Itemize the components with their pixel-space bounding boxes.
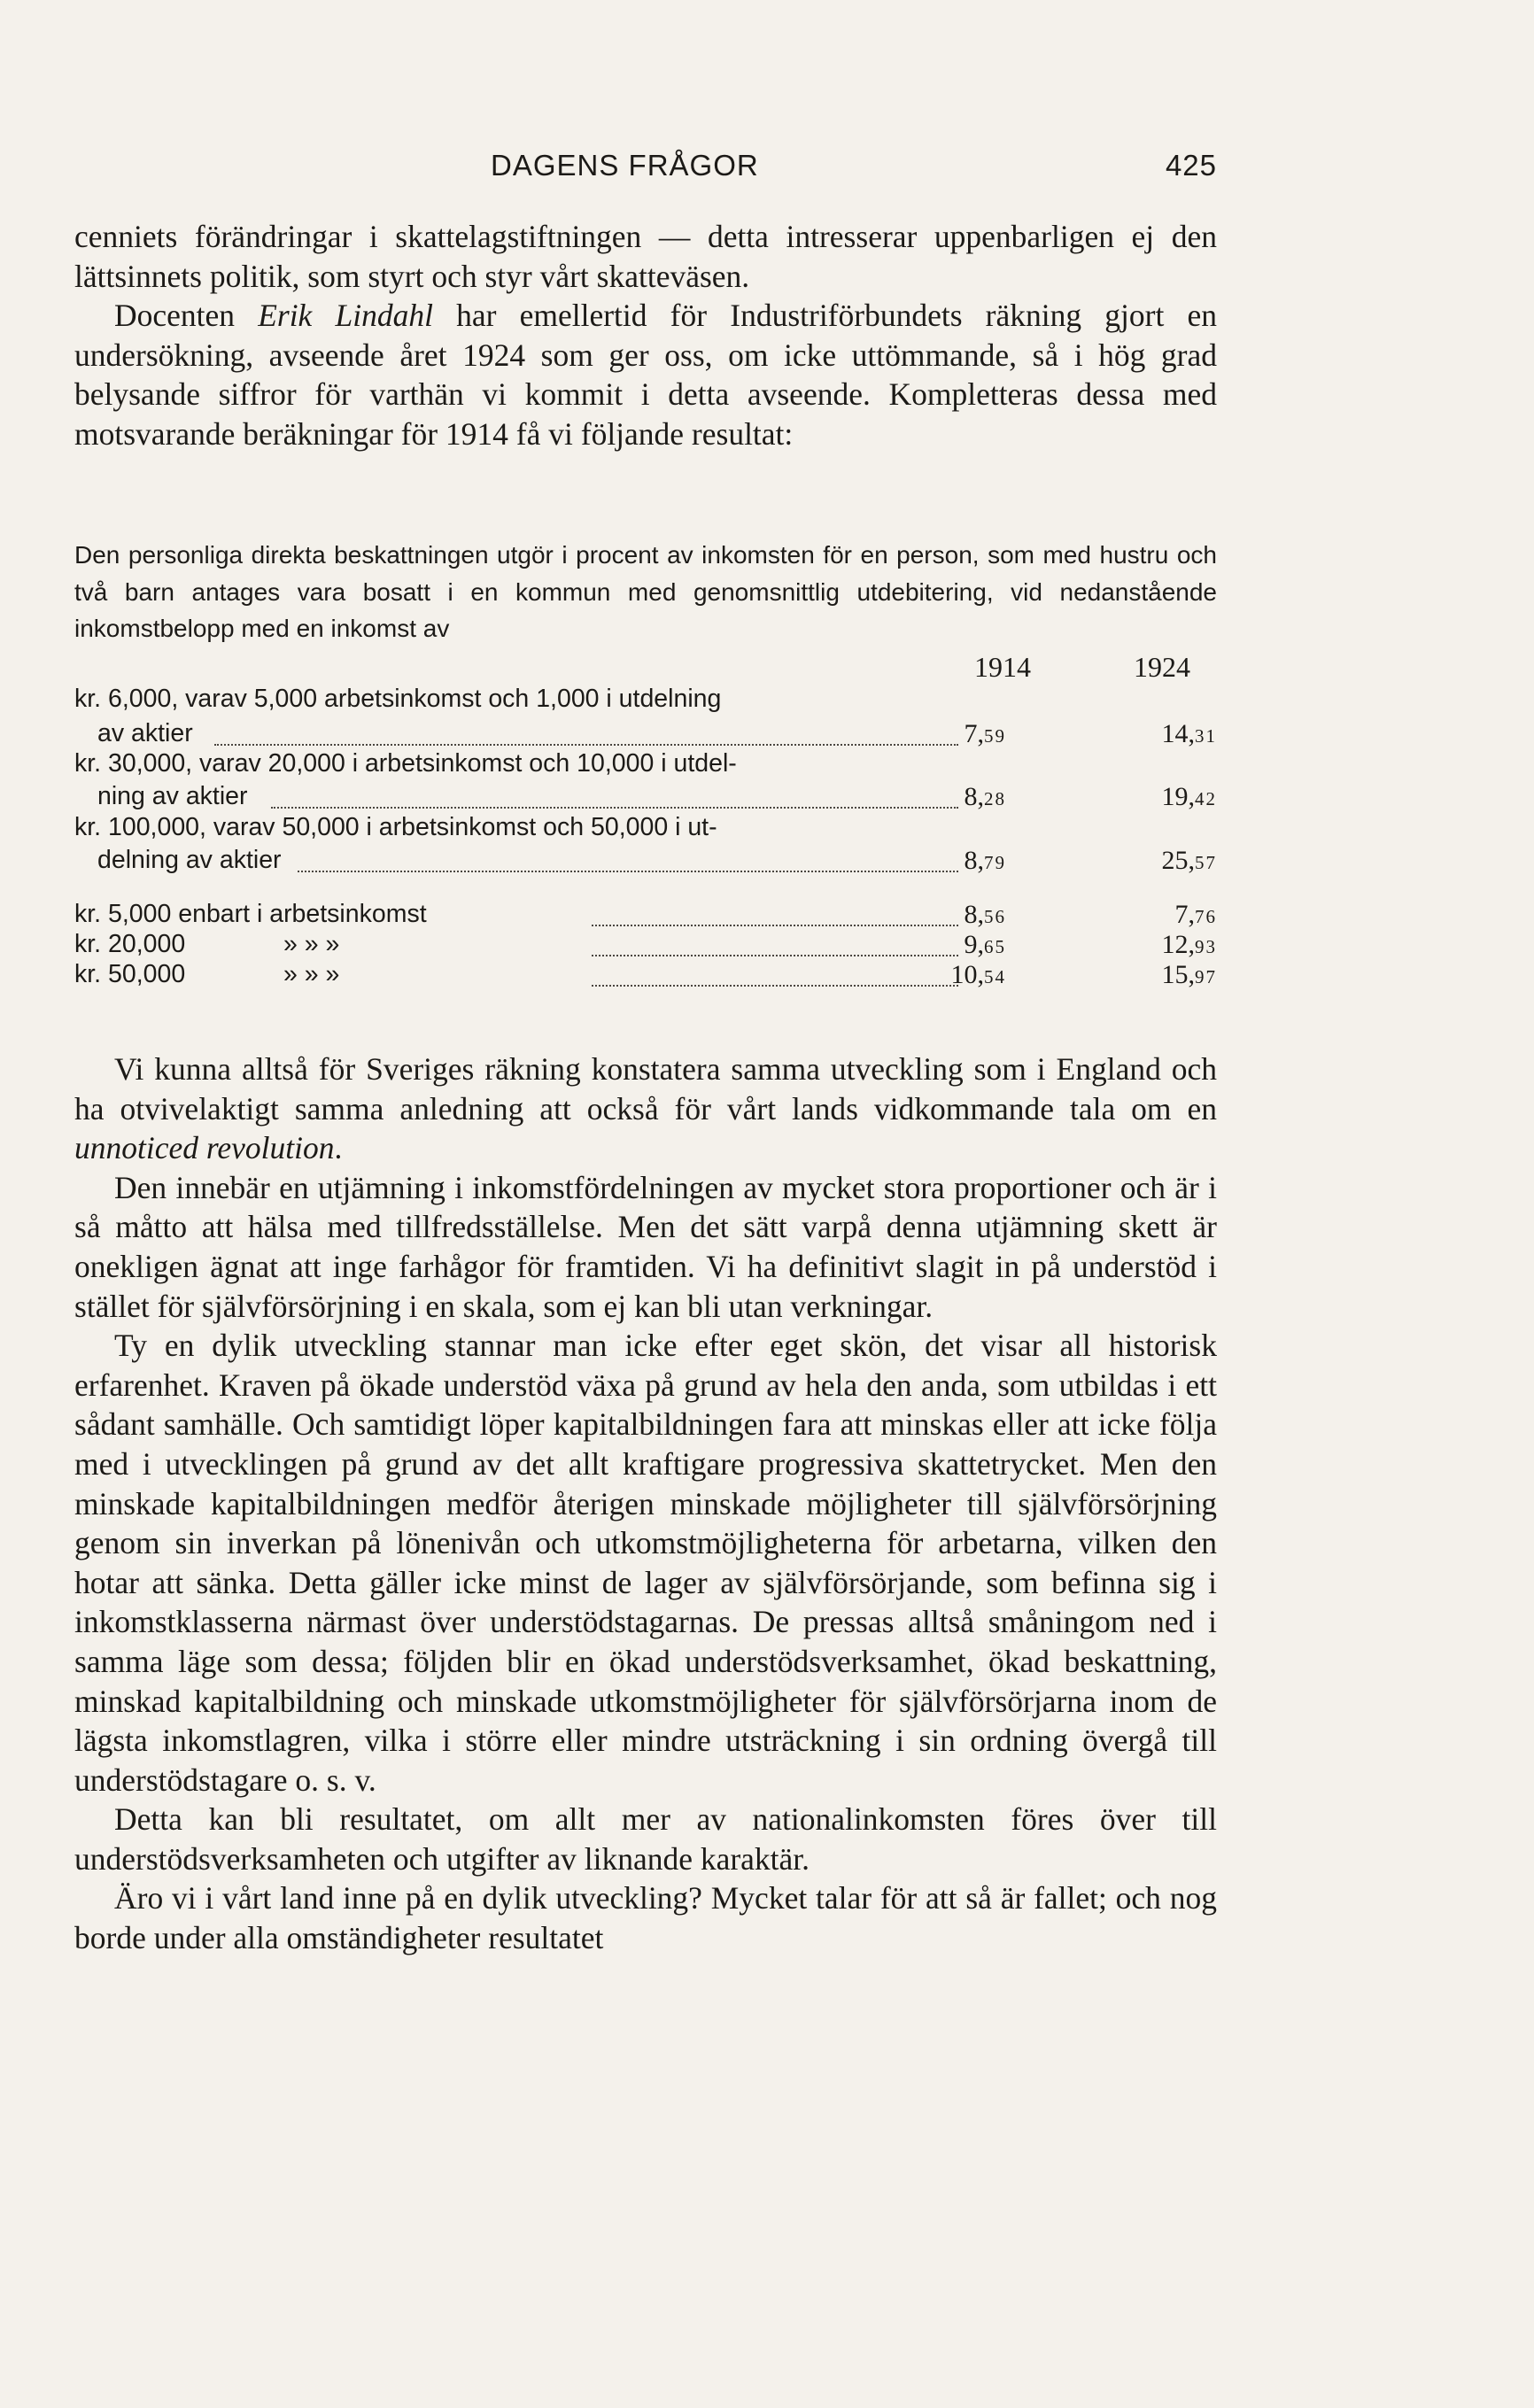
page-number: 425 — [1165, 149, 1217, 182]
value-1914: 8,79 — [964, 846, 1006, 875]
row-label-line1: kr. 50,000 — [74, 960, 186, 988]
table-row — [74, 749, 1217, 785]
value-1914: 10,54 — [950, 960, 1006, 989]
leader-dots — [592, 985, 958, 987]
value-1914: 8,56 — [964, 900, 1006, 929]
leader-dots — [271, 807, 958, 809]
running-title: DAGENS FRÅGOR — [491, 149, 759, 182]
row-label-line2: av aktier — [97, 719, 193, 747]
value-1924: 15,97 — [1161, 960, 1217, 989]
paragraph: Den innebär en utjämning i inkomstfördelningen av mycket stora proportioner och är i så måtto att hälsa med tillfredsställelse. Men det sätt varpå denna utjämning skett är onekligen ägnat att inge farhågor för framtiden. Vi ha definitivt slagit in på understöd i stället för självförsörjning i en skala, som ej kan bli utan verkningar. — [74, 1169, 1217, 1324]
table-caption-text: Den personliga direkta beskattningen utgör i procent av inkomsten för en person, som med hustru och två barn antages vara bosatt i en kommun med genomsnittlig utdebitering, vid nedanstående inkomstbelopp med en inkomst av — [74, 541, 1217, 642]
value-1914: 9,65 — [964, 930, 1006, 959]
value-1924: 14,31 — [1161, 719, 1217, 748]
author-name: Erik Lindahl — [258, 298, 433, 334]
row-label-line1: kr. 6,000, varav 5,000 arbetsinkomst och 1,000 i utdelning — [74, 685, 722, 713]
paragraph: Vi kunna alltså för Sveriges räkning konstatera samma utveckling som i England och ha otvivelaktigt samma anledning att också för vårt lands vidkommande tala om en unnoticed revolution. — [74, 1051, 1217, 1166]
paragraph: Detta kan bli resultatet, om allt mer av nationalinkomsten föres över till understödsverksamheten och utgifter av liknande karaktär. — [74, 1801, 1217, 1877]
value-1914: 8,28 — [964, 782, 1006, 811]
value-1924: 12,93 — [1161, 930, 1217, 959]
value-1914: 7,59 — [964, 719, 1006, 748]
table-row — [74, 685, 1217, 720]
row-label-line2: delning av aktier — [97, 846, 282, 874]
italic-phrase: unnoticed revolution — [74, 1130, 335, 1166]
table-row-cont — [74, 846, 1217, 881]
column-header-1924: 1924 — [1134, 651, 1190, 683]
table-row — [74, 813, 1217, 848]
ditto-marks: » » » — [283, 930, 340, 958]
intro-paragraph-1: cenniets förändringar i skattelagstiftningen — detta intresserar uppenbarligen ej den lättsinnets politik, som styrt och styr vårt skatteväsen. — [74, 219, 1217, 294]
intro-text — [74, 217, 1217, 454]
row-label-line1: kr. 5,000 enbart i arbetsinkomst — [74, 900, 427, 928]
value-1924: 25,57 — [1161, 846, 1217, 875]
intro-text-run: har emellertid för Industriförbundets räkning gjort en undersökning, avseende året 1924 som ger oss, om icke uttömmande, så i hög grad belysande siffror för varthän vi kommit i detta avseende. Kompletteras dessa med motsvarande beräkningar för 1914 få vi följande resultat: — [74, 298, 1217, 452]
table-row-cont — [74, 782, 1217, 817]
intro-text-run: Docenten — [114, 298, 259, 334]
leader-dots — [592, 955, 958, 956]
value-1924: 19,42 — [1161, 782, 1217, 811]
value-1924: 7,76 — [1174, 900, 1217, 929]
table-caption — [74, 537, 1217, 647]
ditto-marks: » » » — [283, 960, 340, 988]
leader-dots — [298, 871, 958, 872]
main-text — [74, 1049, 1217, 1958]
paragraph: Ty en dylik utveckling stannar man icke efter eget skön, det visar all historisk erfarenhet. Kraven på ökade understöd växa på grund av hela den anda, som utbildas i ett sådant samhälle. Och samtidigt löper kapitalbildningen fara att minskas eller att icke följa med i utvecklingen på grund av det allt kraftigare progressiva skattetrycket. Men den minskade kapitalbildningen medför återigen minskade möjligheter till självförsörjning genom sin inverkan på lönenivån och utkomstmöjligheterna för arbetarna, vilken den hotar att sänka. Detta gäller icke minst de lager av självförsörjande, som befinna sig i inkomstklasserna närmast över understödstagarnas. De pressas alltså småningom ned i samma läge som dessa; följden blir en ökad understödsverksamhet, ökad beskattning, minskad kapitalbildning och minskade utkomstmöjligheter för självförsörjarna inom de lägsta inkomstlagren, vilka i större eller mindre utsträckning i sin ordning övergå till understödstagare o. s. v. — [74, 1328, 1217, 1798]
row-label-line1: kr. 100,000, varav 50,000 i arbetsinkomst och 50,000 i ut- — [74, 813, 717, 841]
paragraph: Äro vi i vårt land inne på en dylik utveckling? Mycket talar för att så är fallet; och nog borde under alla omständigheter resultatet — [74, 1880, 1217, 1956]
row-label-line1: kr. 30,000, varav 20,000 i arbetsinkomst och 10,000 i utdel- — [74, 749, 737, 778]
intro-paragraph-2 — [74, 296, 1217, 453]
column-header-1914: 1914 — [974, 651, 1031, 683]
row-label-line1: kr. 20,000 — [74, 930, 186, 958]
table-row — [74, 960, 1217, 995]
leader-dots — [214, 744, 958, 746]
leader-dots — [592, 925, 958, 926]
running-header — [74, 149, 1217, 193]
row-label-line2: ning av aktier — [97, 782, 248, 810]
